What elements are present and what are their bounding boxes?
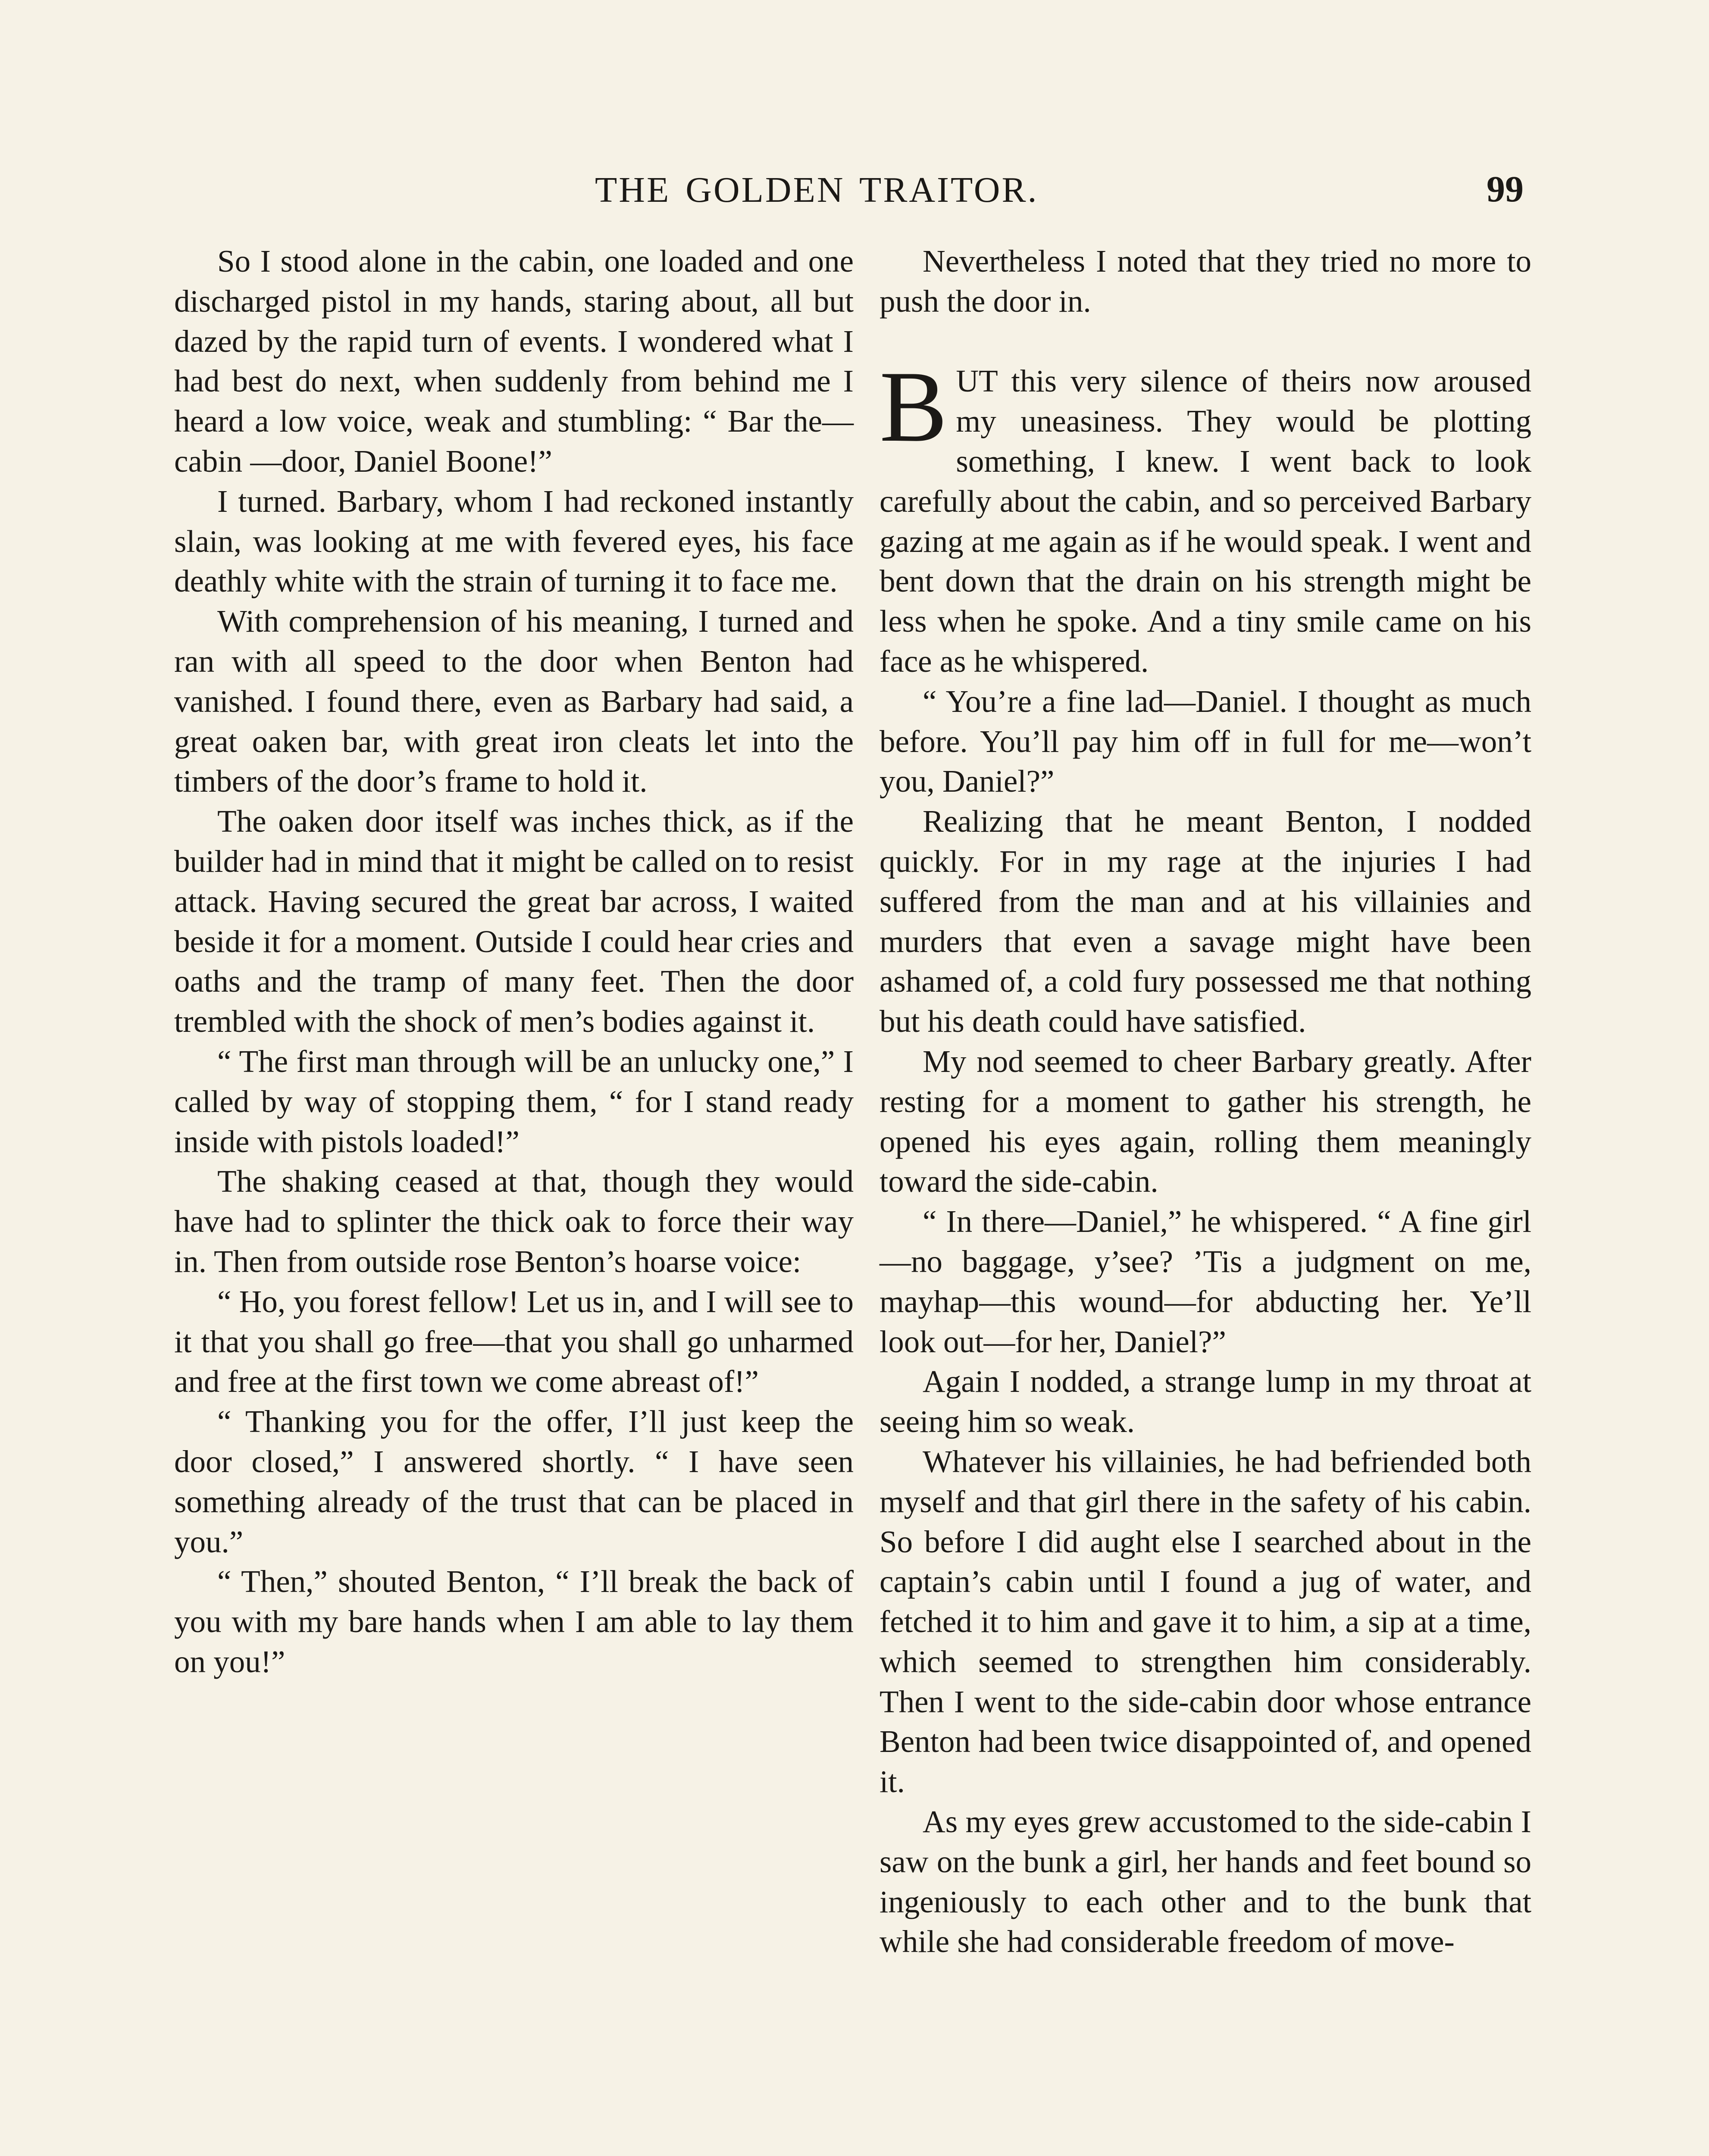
left-column [174, 241, 854, 1682]
paragraph: “ In there—Daniel,” he whispered. “ A fine girl—no baggage, y’see? ’Tis a judgment on me, mayhap—this wound—for abducting her. Ye’ll look out—for her, Daniel?” [880, 1204, 1531, 1359]
paragraph: “ Then,” shouted Benton, “ I’ll break the back of you with my bare hands when I am able to lay them on you!” [174, 1564, 854, 1679]
paragraph: Nevertheless I noted that they tried no more to push the door in. [880, 244, 1531, 319]
drop-cap: B [880, 351, 948, 464]
paragraph: Whatever his villainies, he had befriended both myself and that girl there in the safety of his cabin. So before I did aught else I searched about in the captain’s cabin until I found a jug of water, and fetched it to him and gave it to him, a sip at a time, which seemed to strengthen him considerably. Then I went to the side-cabin door whose entrance Benton had been twice disappointed of, and opened it. [880, 1444, 1531, 1799]
page-number: 99 [1487, 168, 1524, 210]
paragraph: Realizing that he meant Benton, I nodded quickly. For in my rage at the injuries I had suffered from the man and at his villainies and murders that even a savage might have been ashamed of, a cold fury possessed me that nothing but his death could have satisfied. [880, 804, 1531, 1039]
paragraph: “ Ho, you forest fellow! Let us in, and I will see to it that you shall go free—that you shall go unharmed and free at the first town we come abreast of!” [174, 1284, 854, 1399]
section-opening-paragraph [880, 351, 1531, 681]
right-column [880, 241, 1531, 1962]
paragraph: So I stood alone in the cabin, one loaded and one discharged pistol in my hands, staring about, all but dazed by the rapid turn of events. I wondered what I had best do next, when suddenly from behind me I heard a low voice, weak and stumbling: “ Bar the—cabin —door, Daniel Boone!” [174, 244, 854, 479]
paragraph: I turned. Barbary, whom I had reckoned instantly slain, was looking at me with fevered eyes, his face deathly white with the strain of turning it to face me. [174, 483, 854, 599]
paragraph: “ The first man through will be an unlucky one,” I called by way of stopping them, “ for I stand ready inside with pistols loaded!” [174, 1044, 854, 1159]
paragraph: Again I nodded, a strange lump in my throat at seeing him so weak. [880, 1364, 1531, 1439]
paragraph: As my eyes grew accustomed to the side-cabin I saw on the bunk a girl, her hands and feet bound so ingeniously to each other and to the bunk that while she had considerable freedom of move- [880, 1804, 1531, 1959]
paragraph: “ Thanking you for the offer, I’ll just keep the door closed,” I answered shortly. “ I have seen something already of the trust that can be placed in you.” [174, 1404, 854, 1559]
paragraph: The shaking ceased at that, though they would have had to splinter the thick oak to force their way in. Then from outside rose Benton’s hoarse voice: [174, 1164, 854, 1279]
paragraph: “ You’re a fine lad—Daniel. I thought as much before. You’ll pay him off in full for me—won’t you, Daniel?” [880, 683, 1531, 799]
paragraph: My nod seemed to cheer Barbary greatly. After resting for a moment to gather his strength, he opened his eyes again, rolling them meaningly toward the side-cabin. [880, 1044, 1531, 1199]
running-title: THE GOLDEN TRAITOR. [595, 170, 1039, 210]
section-opening-text: UT this very silence of theirs now aroused my uneasiness. They would be plotting something, I knew. I went back to look carefully about the cabin, and so perceived Barbary gazing at me again as if he would speak. I went and bent down that the drain on his strength might be less when he spoke. And a tiny smile came on his face as he whispered. [880, 364, 1531, 679]
paragraph: The oaken door itself was inches thick, as if the builder had in mind that it might be called on to resist attack. Having secured the great bar across, I waited beside it for a moment. Outside I could hear cries and oaths and the tramp of many feet. Then the door trembled with the shock of men’s bodies against it. [174, 804, 854, 1039]
paragraph: With comprehension of his meaning, I turned and ran with all speed to the door when Benton had vanished. I found there, even as Barbary had said, a great oaken bar, with great iron cleats let into the timbers of the door’s frame to hold it. [174, 604, 854, 799]
